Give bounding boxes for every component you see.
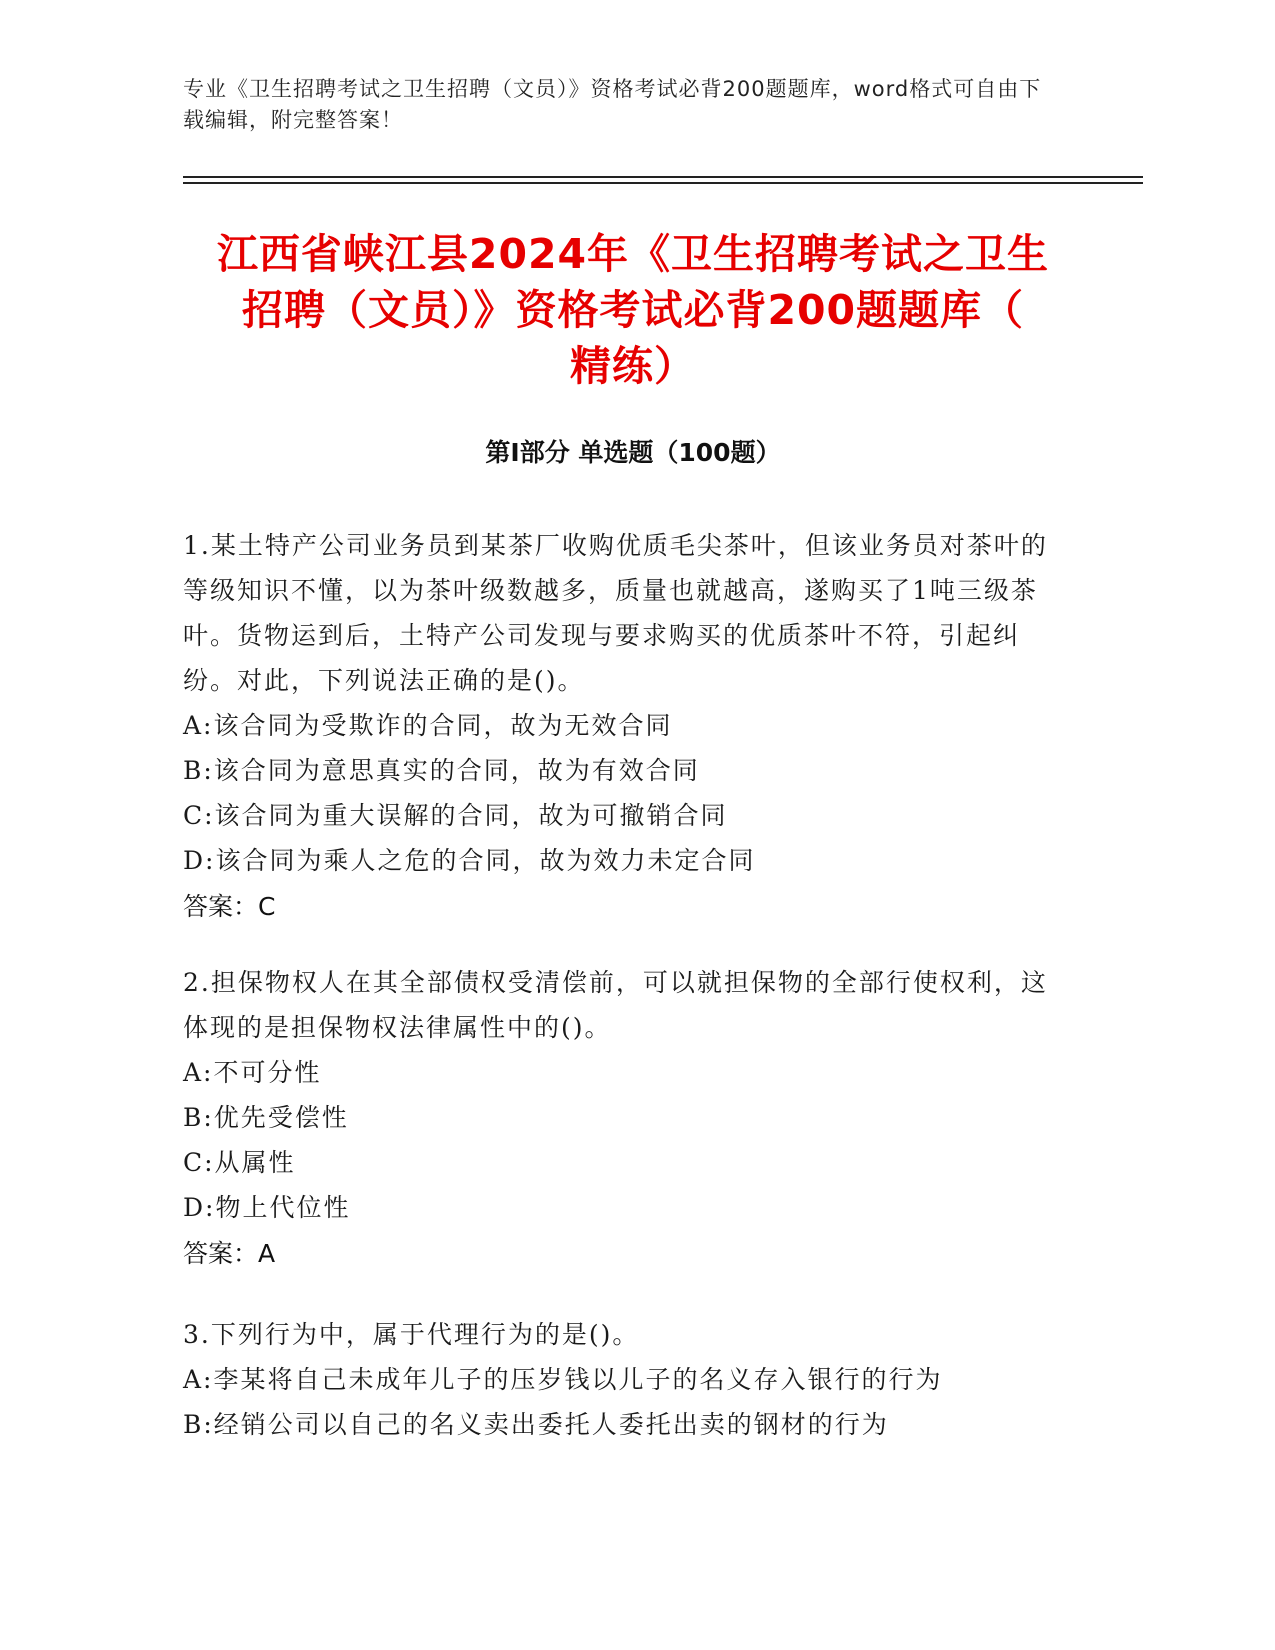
section-title: 第Ⅰ部分 单选题（100题） xyxy=(485,438,781,467)
option-a: A:不可分性 xyxy=(183,1058,322,1087)
option-c: C:该合同为重大误解的合同，故为可撤销合同 xyxy=(183,801,728,830)
title-line-2: 招聘（文员）》资格考试必背200题题库（ xyxy=(241,286,1025,334)
option-b: B:优先受偿性 xyxy=(183,1103,349,1132)
question-1 xyxy=(183,523,1063,929)
title-line-1: 江西省峡江县2024年《卫生招聘考试之卫生 xyxy=(216,230,1050,278)
answer-label: 答案：A xyxy=(183,1239,276,1268)
header-rule-bottom xyxy=(183,182,1143,184)
option-c: C:从属性 xyxy=(183,1148,296,1177)
option-a: A:该合同为受欺诈的合同，故为无效合同 xyxy=(183,711,673,740)
question-2 xyxy=(183,960,1063,1276)
question-stem: 1.某土特产公司业务员到某茶厂收购优质毛尖茶叶，但该业务员对茶叶的等级知识不懂，以为茶叶级数越多，质量也就越高，遂购买了1吨三级茶叶。货物运到后，土特产公司发现与要求购买的优质茶叶不符，引起纠纷。对此，下列说法正确的是()。 xyxy=(183,531,1048,695)
title-line-3: 精练） xyxy=(570,342,696,390)
option-d: D:该合同为乘人之危的合同，故为效力未定合同 xyxy=(183,846,756,875)
question-3 xyxy=(183,1312,1063,1447)
option-a: A:李某将自己未成年儿子的压岁钱以儿子的名义存入银行的行为 xyxy=(183,1365,943,1394)
answer-label: 答案：C xyxy=(183,892,276,921)
question-stem: 3.下列行为中，属于代理行为的是()。 xyxy=(183,1320,640,1349)
question-stem: 2.担保物权人在其全部债权受清偿前，可以就担保物的全部行使权利，这体现的是担保物权法律属性中的()。 xyxy=(183,968,1048,1042)
option-b: B:经销公司以自己的名义卖出委托人委托出卖的钢材的行为 xyxy=(183,1410,889,1439)
option-d: D:物上代位性 xyxy=(183,1193,351,1222)
header-rule-top xyxy=(183,176,1143,178)
header-note: 专业《卫生招聘考试之卫生招聘（文员）》资格考试必背200题题库，word格式可自由下载编辑，附完整答案！ xyxy=(183,77,1042,132)
document-title xyxy=(183,226,1083,394)
option-b: B:该合同为意思真实的合同，故为有效合同 xyxy=(183,756,700,785)
